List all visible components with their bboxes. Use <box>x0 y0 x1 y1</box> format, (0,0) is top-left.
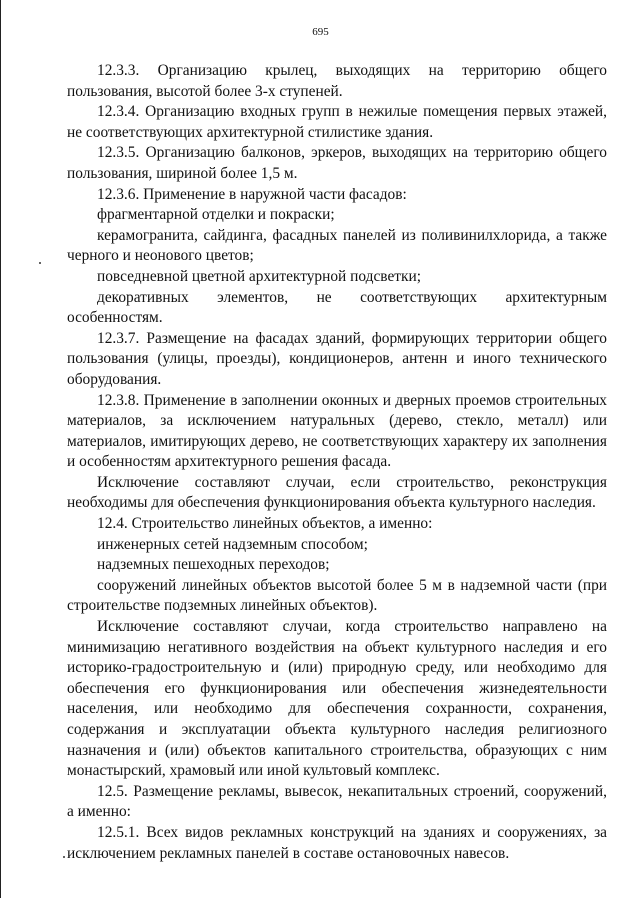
paragraph: Исключение составляют случаи, когда строительство направлено на минимизацию негативного воздействия на объект культурного наследия и его историко-градостроительную и (или) природную среду, или необходимо для обеспечения его функционирования или обеспечения жизнедеятельности населения, или необходимо для обеспечения сохранности, сохранения, содержания и эксплуатации объекта культурного наследия религиозного назначения и (или) объектов капитального строительства, образующих с ним монастырский, храмовый или иной культовый комплекс. <box>67 618 607 780</box>
paragraph: 12.3.6. Применение в наружной части фасадов: <box>97 185 407 203</box>
paragraph: 12.3.3. Организацию крылец, выходящих на территорию общего пользования, высотой более 3-х ступеней. <box>67 62 607 100</box>
paragraph: 12.4. Строительство линейных объектов, а именно: <box>97 515 433 533</box>
paragraph: декоративных элементов, не соответствующих архитектурным особенностям. <box>67 288 607 327</box>
paragraph: керамогранита, сайдинга, фасадных панелей из поливинилхлорида, а также черного и неонового цветов; <box>67 226 607 265</box>
paragraph: сооружений линейных объектов высотой более 5 м в надземной части (при строительстве подземных линейных объектов). <box>67 576 607 615</box>
paragraph: 12.5.1. Всех видов рекламных конструкций на зданиях и сооружениях, за исключением рекламных панелей в составе остановочных навесов. <box>67 823 607 862</box>
paragraph: повседневной цветной архитектурной подсветки; <box>97 267 422 285</box>
paragraph: 12.3.7. Размещение на фасадах зданий, формирующих территории общего пользования (улицы, проезды), кондиционеров, антенн и иного технического оборудования. <box>67 329 607 388</box>
paragraph: 12.3.8. Применение в заполнении оконных и дверных проемов строительных материалов, за исключением натуральных (дерево, стекло, металл) или материалов, имитирующих дерево, не соответствующих характеру их заполнения и особенностям архитектурного решения фасада. <box>67 391 607 471</box>
paragraph: фрагментарной отделки и покраски; <box>97 206 335 224</box>
document-body <box>67 61 607 864</box>
paragraph: 12.3.5. Организацию балконов, эркеров, выходящих на территорию общего пользования, шириной более 1,5 м. <box>67 144 607 182</box>
paragraph: Исключение составляют случаи, если строительство, реконструкция необходимы для обеспечения функционирования объекта культурного наследия. <box>67 473 607 512</box>
paragraph: инженерных сетей надземным способом; <box>97 535 368 553</box>
paragraph: надземных пешеходных переходов; <box>97 556 330 574</box>
paragraph: 12.5. Размещение рекламы, вывесок, некапитальных строений, сооружений, а именно: <box>67 782 607 821</box>
scan-speck <box>39 262 41 264</box>
scan-speck <box>63 856 65 858</box>
paragraph: 12.3.4. Организацию входных групп в нежилые помещения первых этажей, не соответствующих архитектурной стилистике здания. <box>67 103 607 141</box>
page-number: 695 <box>312 26 329 38</box>
